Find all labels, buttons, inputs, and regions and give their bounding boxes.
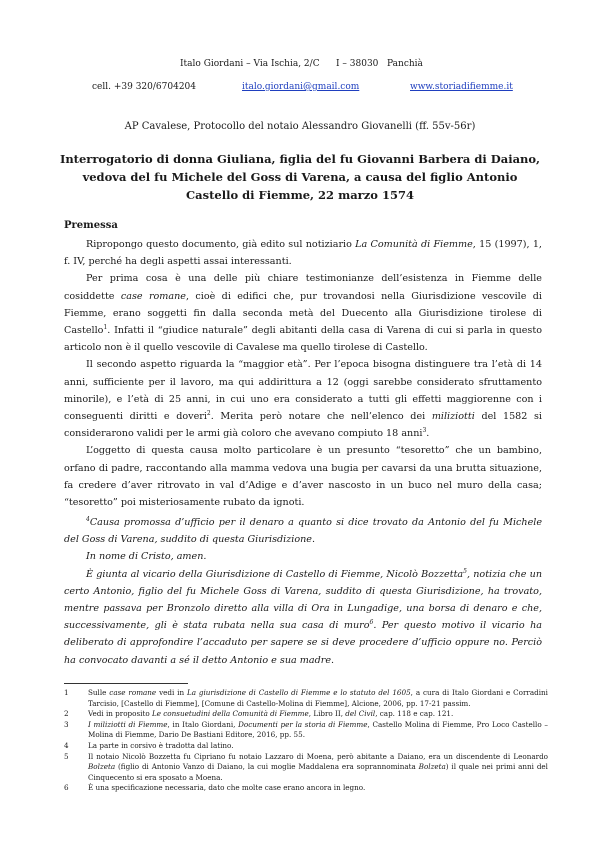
footnote-number: 4 <box>64 740 69 750</box>
text: Sulle <box>88 688 110 697</box>
text: . Per questo motivo il vicario ha deliberato di approfondire l’accaduto per sapere se si deve procedere d’ufficio oppure no. Perciò ha convocato davanti a sé il detto Antonio e sua madre. <box>64 620 542 666</box>
footnote-number: 6 <box>64 783 69 793</box>
translated-document <box>64 514 542 669</box>
paragraph <box>64 566 542 669</box>
text: Ripropongo questo documento, già edito sul notiziario <box>86 239 356 250</box>
italic-text: Bolzeta <box>88 762 116 772</box>
header-email-link[interactable]: italo.giordani@gmail.com <box>242 82 360 92</box>
paragraph <box>64 270 542 356</box>
header-website-link[interactable]: www.storiadifiemme.it <box>410 82 513 92</box>
italic-text: case romane <box>109 688 157 697</box>
header-phone: cell. +39 320/6704204 <box>92 82 196 92</box>
header-town: Panchià <box>387 59 423 69</box>
text: Il notaio Nicolò Bozzetta fu Cipriano fu notaio Lazzaro di Moena, però abitante a Daiano, era un discendente di Leonardo <box>88 751 548 761</box>
text: , a cura di Italo Giordani e Corradini Tarcisio, [Castello di Fiemme], [Comune di Castello-Molina di Fiemme], Alcione, 2006, pp. 17-21 passim. <box>88 688 548 708</box>
paragraph <box>64 236 542 270</box>
section-heading-premessa: Premessa <box>64 220 118 231</box>
footnote <box>64 783 548 794</box>
italic-text: La giurisdizione di Castello di Fiemme e lo statuto del 1605 <box>186 688 411 697</box>
text: (figlio di Antonio Vanzo di Daiano, la cui moglie Maddalena era soprannominata <box>115 762 419 772</box>
text: , cap. 118 e cap. 121. <box>375 709 454 719</box>
document-title-line-1: Interrogatorio di donna Giuliana, figlia del fu Giovanni Barbera di Daiano, <box>59 152 541 166</box>
text: È giunta al vicario della Giurisdizione di Castello di Fiemme, Nicolò Bozzetta <box>86 568 464 580</box>
paragraph <box>64 356 542 442</box>
italic-text: Bolzeta <box>418 762 446 772</box>
text: Il secondo aspetto riguarda la “maggior età”. Per l’epoca bisogna distinguere tra l’età di 14 anni, sufficiente per il lavoro, ma qui addirittura a 12 (oggi sarebbe considerato sfruttamento minorile), e l’età di 25 anni, in cui uno era considerato a tutti gli effetti maggiorenne con i conseguenti diritti e doveri <box>64 359 542 423</box>
paragraph: In nome di Cristo, amen. <box>86 551 207 563</box>
document-title-line-3: Castello di Fiemme, 22 marzo 1574 <box>186 188 414 202</box>
footnote-number: 5 <box>64 751 69 761</box>
footnote-ref[interactable]: 4 <box>86 515 90 523</box>
footnote-ref[interactable]: 1 <box>103 323 108 331</box>
footnote-text <box>88 752 548 784</box>
text: , in Italo Giordani, <box>167 719 239 729</box>
header-postal-code: I – 38030 <box>336 59 379 69</box>
footnote-ref[interactable]: 3 <box>422 427 427 435</box>
text: . Merita però notare che nell’elenco dei <box>210 411 432 423</box>
footnotes <box>64 688 548 794</box>
text: , Libro II, <box>308 709 346 719</box>
text: ) il quale nei primi anni del Cinquecento si era sposato a Moena. <box>88 762 548 782</box>
footnote-number: 2 <box>64 709 69 719</box>
text: Per prima cosa è una delle più chiare testimonianze dell’esistenza in Fiemme delle cosiddette <box>64 273 542 302</box>
italic-text: La Comunità di Fiemme <box>355 239 473 250</box>
paragraph: L’oggetto di questa causa molto particolare è un presunto “tesoretto” che un bambino, orfano di padre, raccontando alla mamma vedova una bugia per cavarsi da una brutta situazione, fa credere d’aver ritrovato in val d’Adige e d’aver nascosto in un buco nel muro della casa; “tesoretto” poi misteriosamente rubato da ignoti. <box>64 445 542 509</box>
italic-text: I miliziotti di Fiemme <box>88 719 168 729</box>
footnote-text <box>88 720 548 741</box>
footnote-text: La parte in corsivo è tradotta dal latino. <box>88 740 234 750</box>
premessa-body <box>64 236 542 511</box>
text: del 1582 si considerarono validi per le armi già coloro che avevano compiuto 18 anni <box>64 411 542 440</box>
footnote-ref[interactable]: 6 <box>369 619 374 627</box>
footnote-ref[interactable]: 5 <box>463 567 467 575</box>
footnote <box>64 720 548 741</box>
text: . <box>426 428 430 440</box>
footnote <box>64 709 548 720</box>
text: vedi in <box>156 688 187 697</box>
footnote <box>64 752 548 784</box>
header-author: Italo Giordani – Via Ischia, 2/C <box>180 59 320 69</box>
archive-reference: AP Cavalese, Protocollo del notaio Alessandro Giovanelli (ff. 55v-56r) <box>124 121 476 132</box>
footnote-text <box>88 709 548 720</box>
text: Vedi in proposito <box>88 709 152 719</box>
footnote-number: 1 <box>64 688 69 697</box>
footnote-ref[interactable]: 2 <box>206 409 211 417</box>
footnote <box>64 688 548 709</box>
italic-text: miliziotti <box>431 411 475 423</box>
text: , Castello Molina di Fiemme, Pro Loco Castello – Molina di Fiemme, Dario De Bastiani Editore, 2016, pp. 55. <box>88 719 548 740</box>
italic-text: Documenti per la storia di Fiemme <box>238 719 368 729</box>
footnote-text: È una specificazione necessaria, dato che molte case erano ancora in legno. <box>88 783 366 793</box>
text: . Infatti il “giudice naturale” degli abitanti della casa di Varena di cui si parla in questo articolo non è il quello vescovile di Cavalese ma quello tirolese di Castello. <box>64 325 542 354</box>
paragraph <box>64 514 542 548</box>
footnote <box>64 741 548 752</box>
italic-text: case romane <box>120 290 186 302</box>
document-title-line-2: vedova del fu Michele del Goss di Varena, a causa del figlio Antonio <box>82 170 518 184</box>
text: Causa promossa d’ufficio per il denaro a quanto si dice trovato da Antonio del fu Michele del Goss di Varena, suddito di questa Giurisdizione. <box>64 517 542 546</box>
footnote-separator <box>64 683 188 684</box>
italic-text: Le consuetudini della Comunità di Fiemme <box>151 709 309 719</box>
footnote-text <box>88 688 548 709</box>
italic-text: del Civil <box>345 709 376 719</box>
text: , 15 (1997), 1, f. IV, perché ha degli aspetti assai interessanti. <box>64 239 542 268</box>
text: , notizia che un certo Antonio, figlio del fu Michele Goss di Varena, suddito di questa Giurisdizione, ha trovato, mentre passava per Bronzolo diretto alla villa di Ora in Lungadige, una borsa di denaro e che, successivamente, gli è stata rubata nella sua casa di muro <box>64 568 542 632</box>
text: , cioè di edifici che, pur trovandosi nella Giurisdizione vescovile di Fiemme, erano soggetti fin dalla seconda metà del Duecento alla Giurisdizione tirolese di Castello <box>64 290 543 337</box>
footnote-number: 3 <box>64 719 69 729</box>
